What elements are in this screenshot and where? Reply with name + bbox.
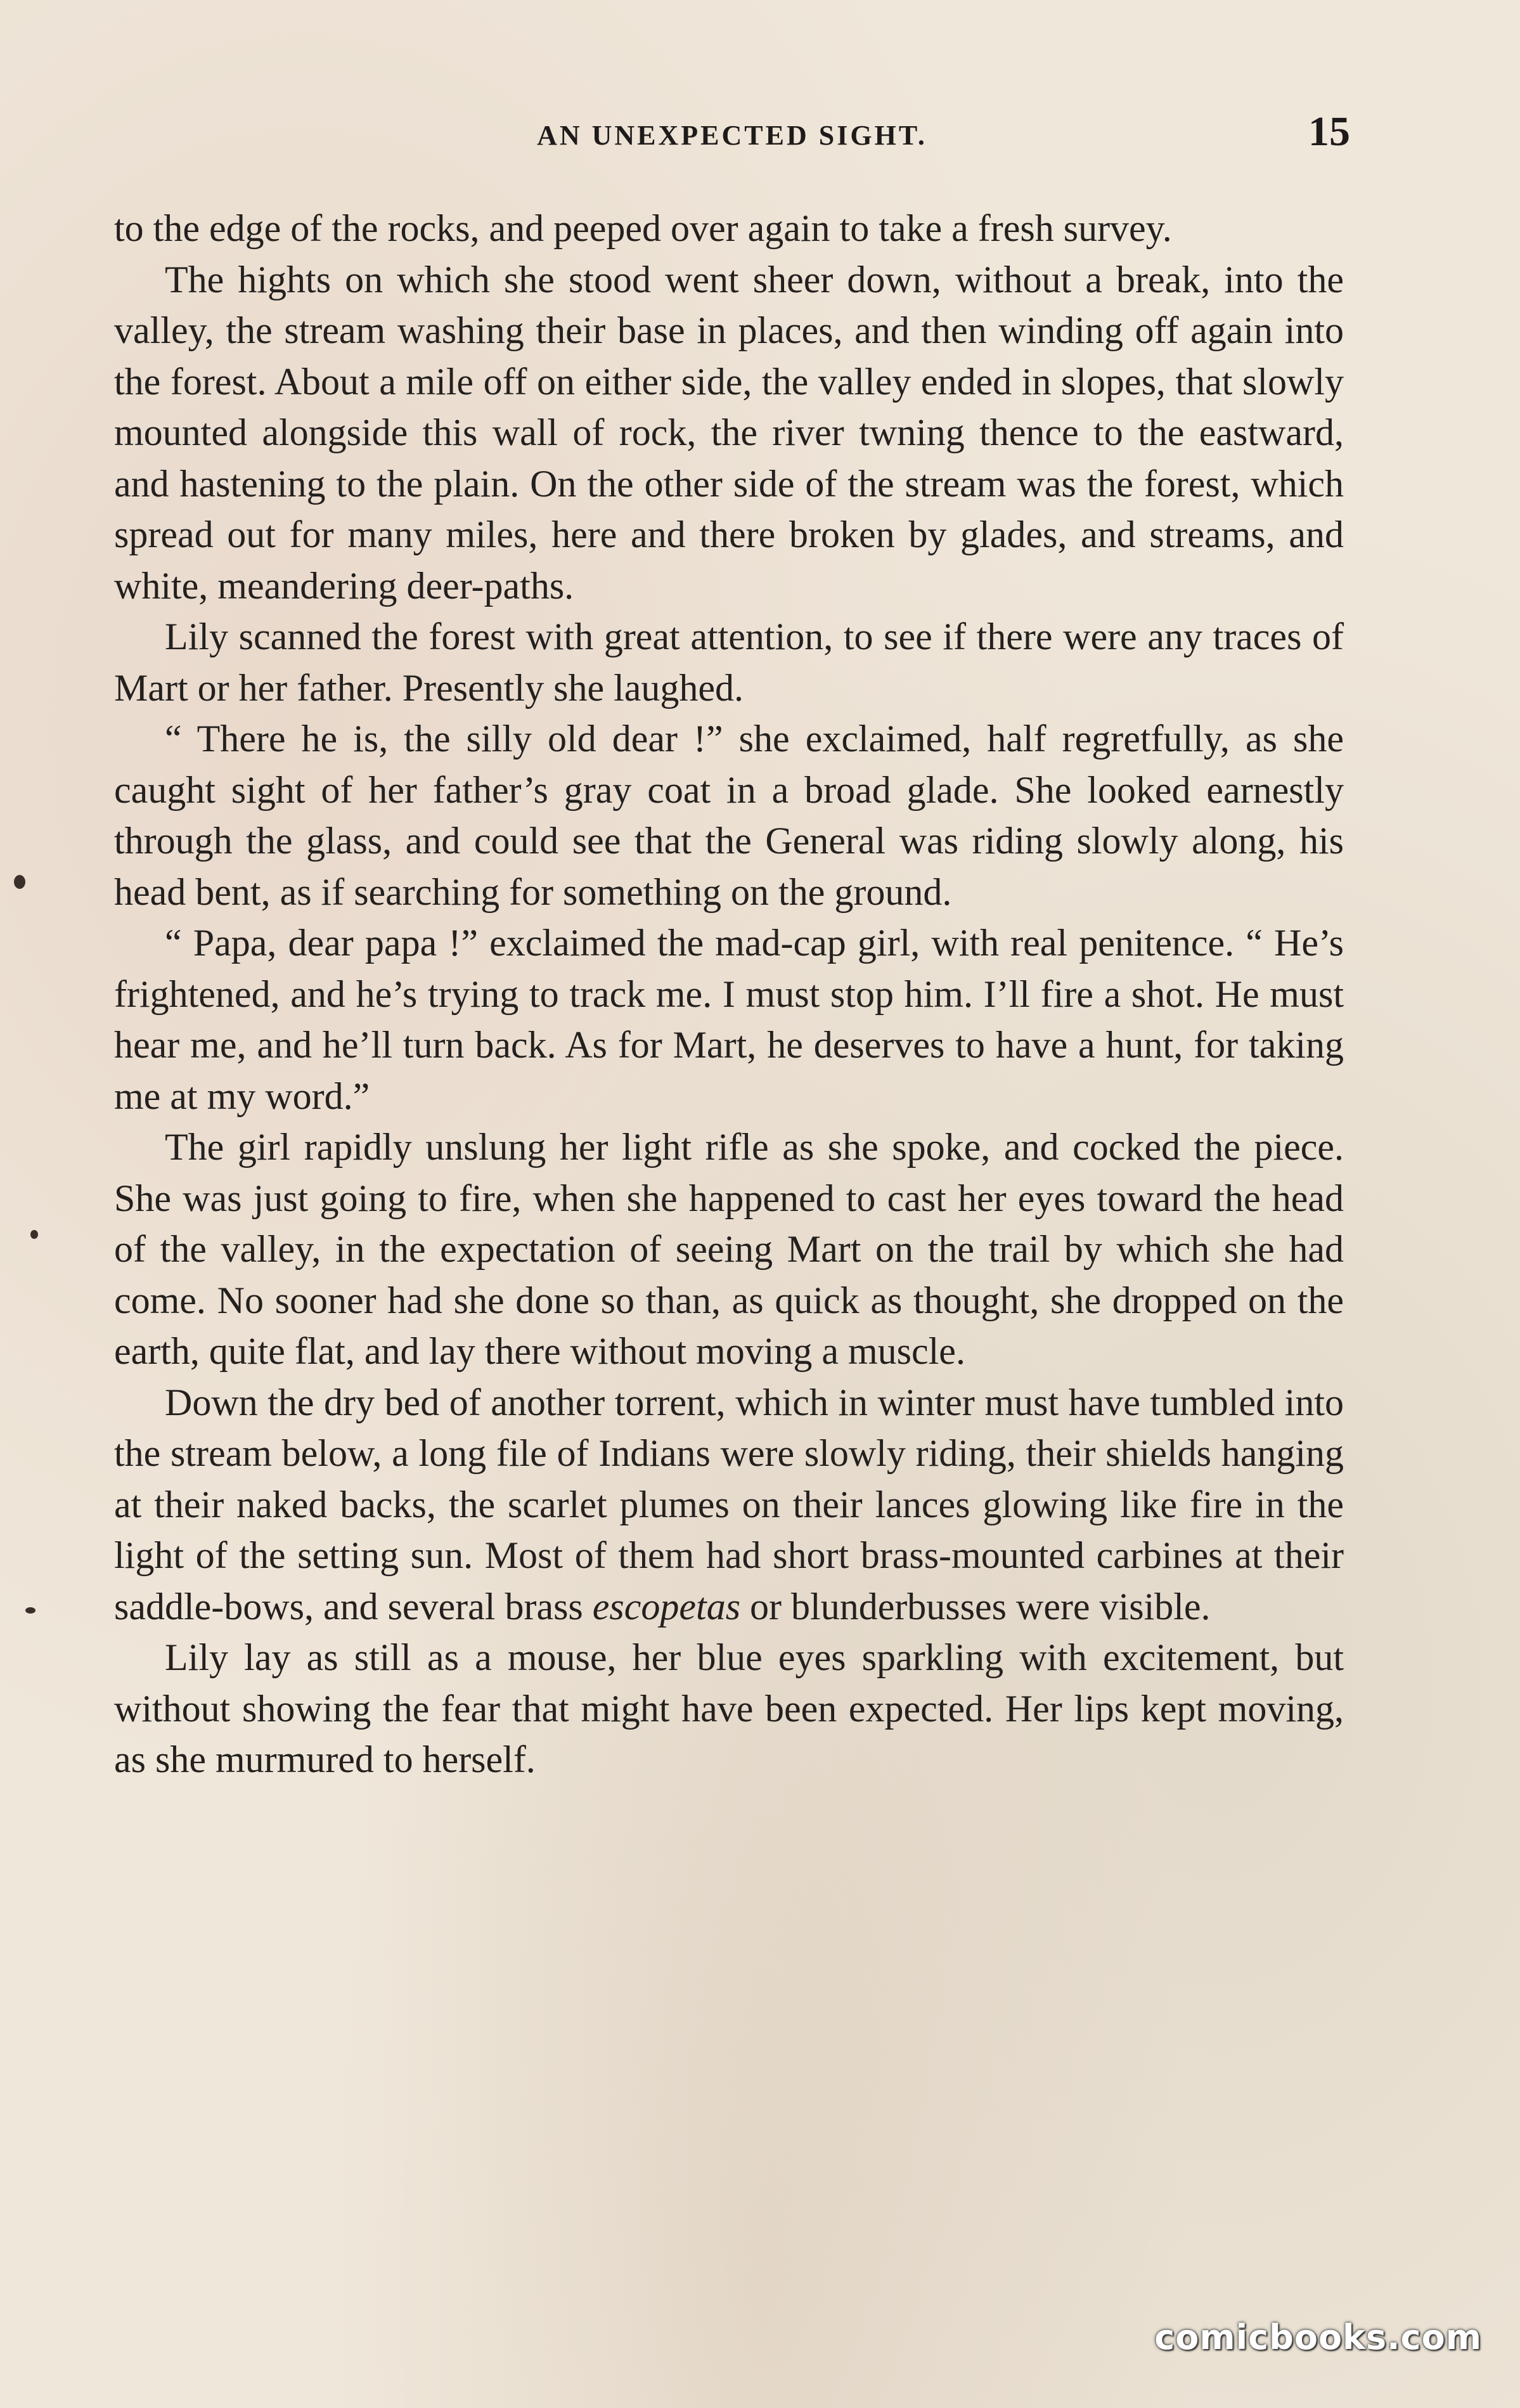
paragraph-7-end: or blunderbusses were visible. [750,1585,1211,1628]
paragraph-1: to the edge of the rocks, and peeped over again to take a fresh survey. [114,207,1172,249]
italic-word: escopetas [592,1585,741,1628]
watermark: comicbooks.com [1154,2317,1482,2357]
paper-speck [25,1607,35,1614]
page-header [114,108,1350,171]
body-text [114,203,1344,1785]
paragraph-2: The hights on which she stood went sheer down, without a break, into the valley, the stream washing their base in places, and then winding off again into the forest. About a mile off on either side, the valley ended in slopes, that slowly mounted alongside this wall of rock, the river twning thence to the eastward, and hastening to the plain. On the other side of the stream was the forest, which spread out for many miles, here and there broken by glades, and streams, and white, meandering deer-paths. [114,258,1344,607]
paper-speck [14,875,25,889]
paragraph-3: Lily scanned the forest with great attention, to see if there were any traces of Mart or her father. Presently she laughed. [114,616,1344,709]
paper-speck [30,1230,38,1239]
paragraph-4: “ There he is, the silly old dear !” she exclaimed, half regretfully, as she caught sight of her father’s gray coat in a broad glade. She looked earnestly through the glass, and could see that the General was riding slowly along, his head bent, as if searching for something on the ground. [114,718,1344,913]
paragraph-5: “ Papa, dear papa !” exclaimed the mad-cap girl, with real penitence. “ He’s frightened, and he’s trying to track me. I must stop him. I’ll fire a shot. He must hear me, and he’ll turn back. As for Mart, he deserves to have a hunt, for taking me at my word.” [114,922,1344,1117]
paragraph-7 [114,1377,1344,1633]
page-number: 15 [1308,108,1350,155]
paragraph-6: The girl rapidly unslung her light rifle as she spoke, and cocked the piece. She was just going to fire, when she happened to cast her eyes toward the head of the valley, in the expectation of seeing Mart on the trail by which she had come. No sooner had she done so than, as quick as thought, she dropped on the earth, quite flat, and lay there without moving a muscle. [114,1126,1344,1372]
paragraph-7-text: Down the dry bed of another torrent, which in winter must have tumbled into the stream below, a long file of Indians were slowly riding, their shields hanging at their naked backs, the scarlet plumes on their lances glowing like fire in the light of the setting sun. Most of them had short brass-mounted carbines at their saddle-bows, and several brass [114,1381,1344,1628]
running-title: AN UNEXPECTED SIGHT. [537,120,927,151]
paragraph-8: Lily lay as still as a mouse, her blue eyes sparkling with excitement, but without showing the fear that might have been expected. Her lips kept moving, as she murmured to herself. [114,1636,1344,1780]
